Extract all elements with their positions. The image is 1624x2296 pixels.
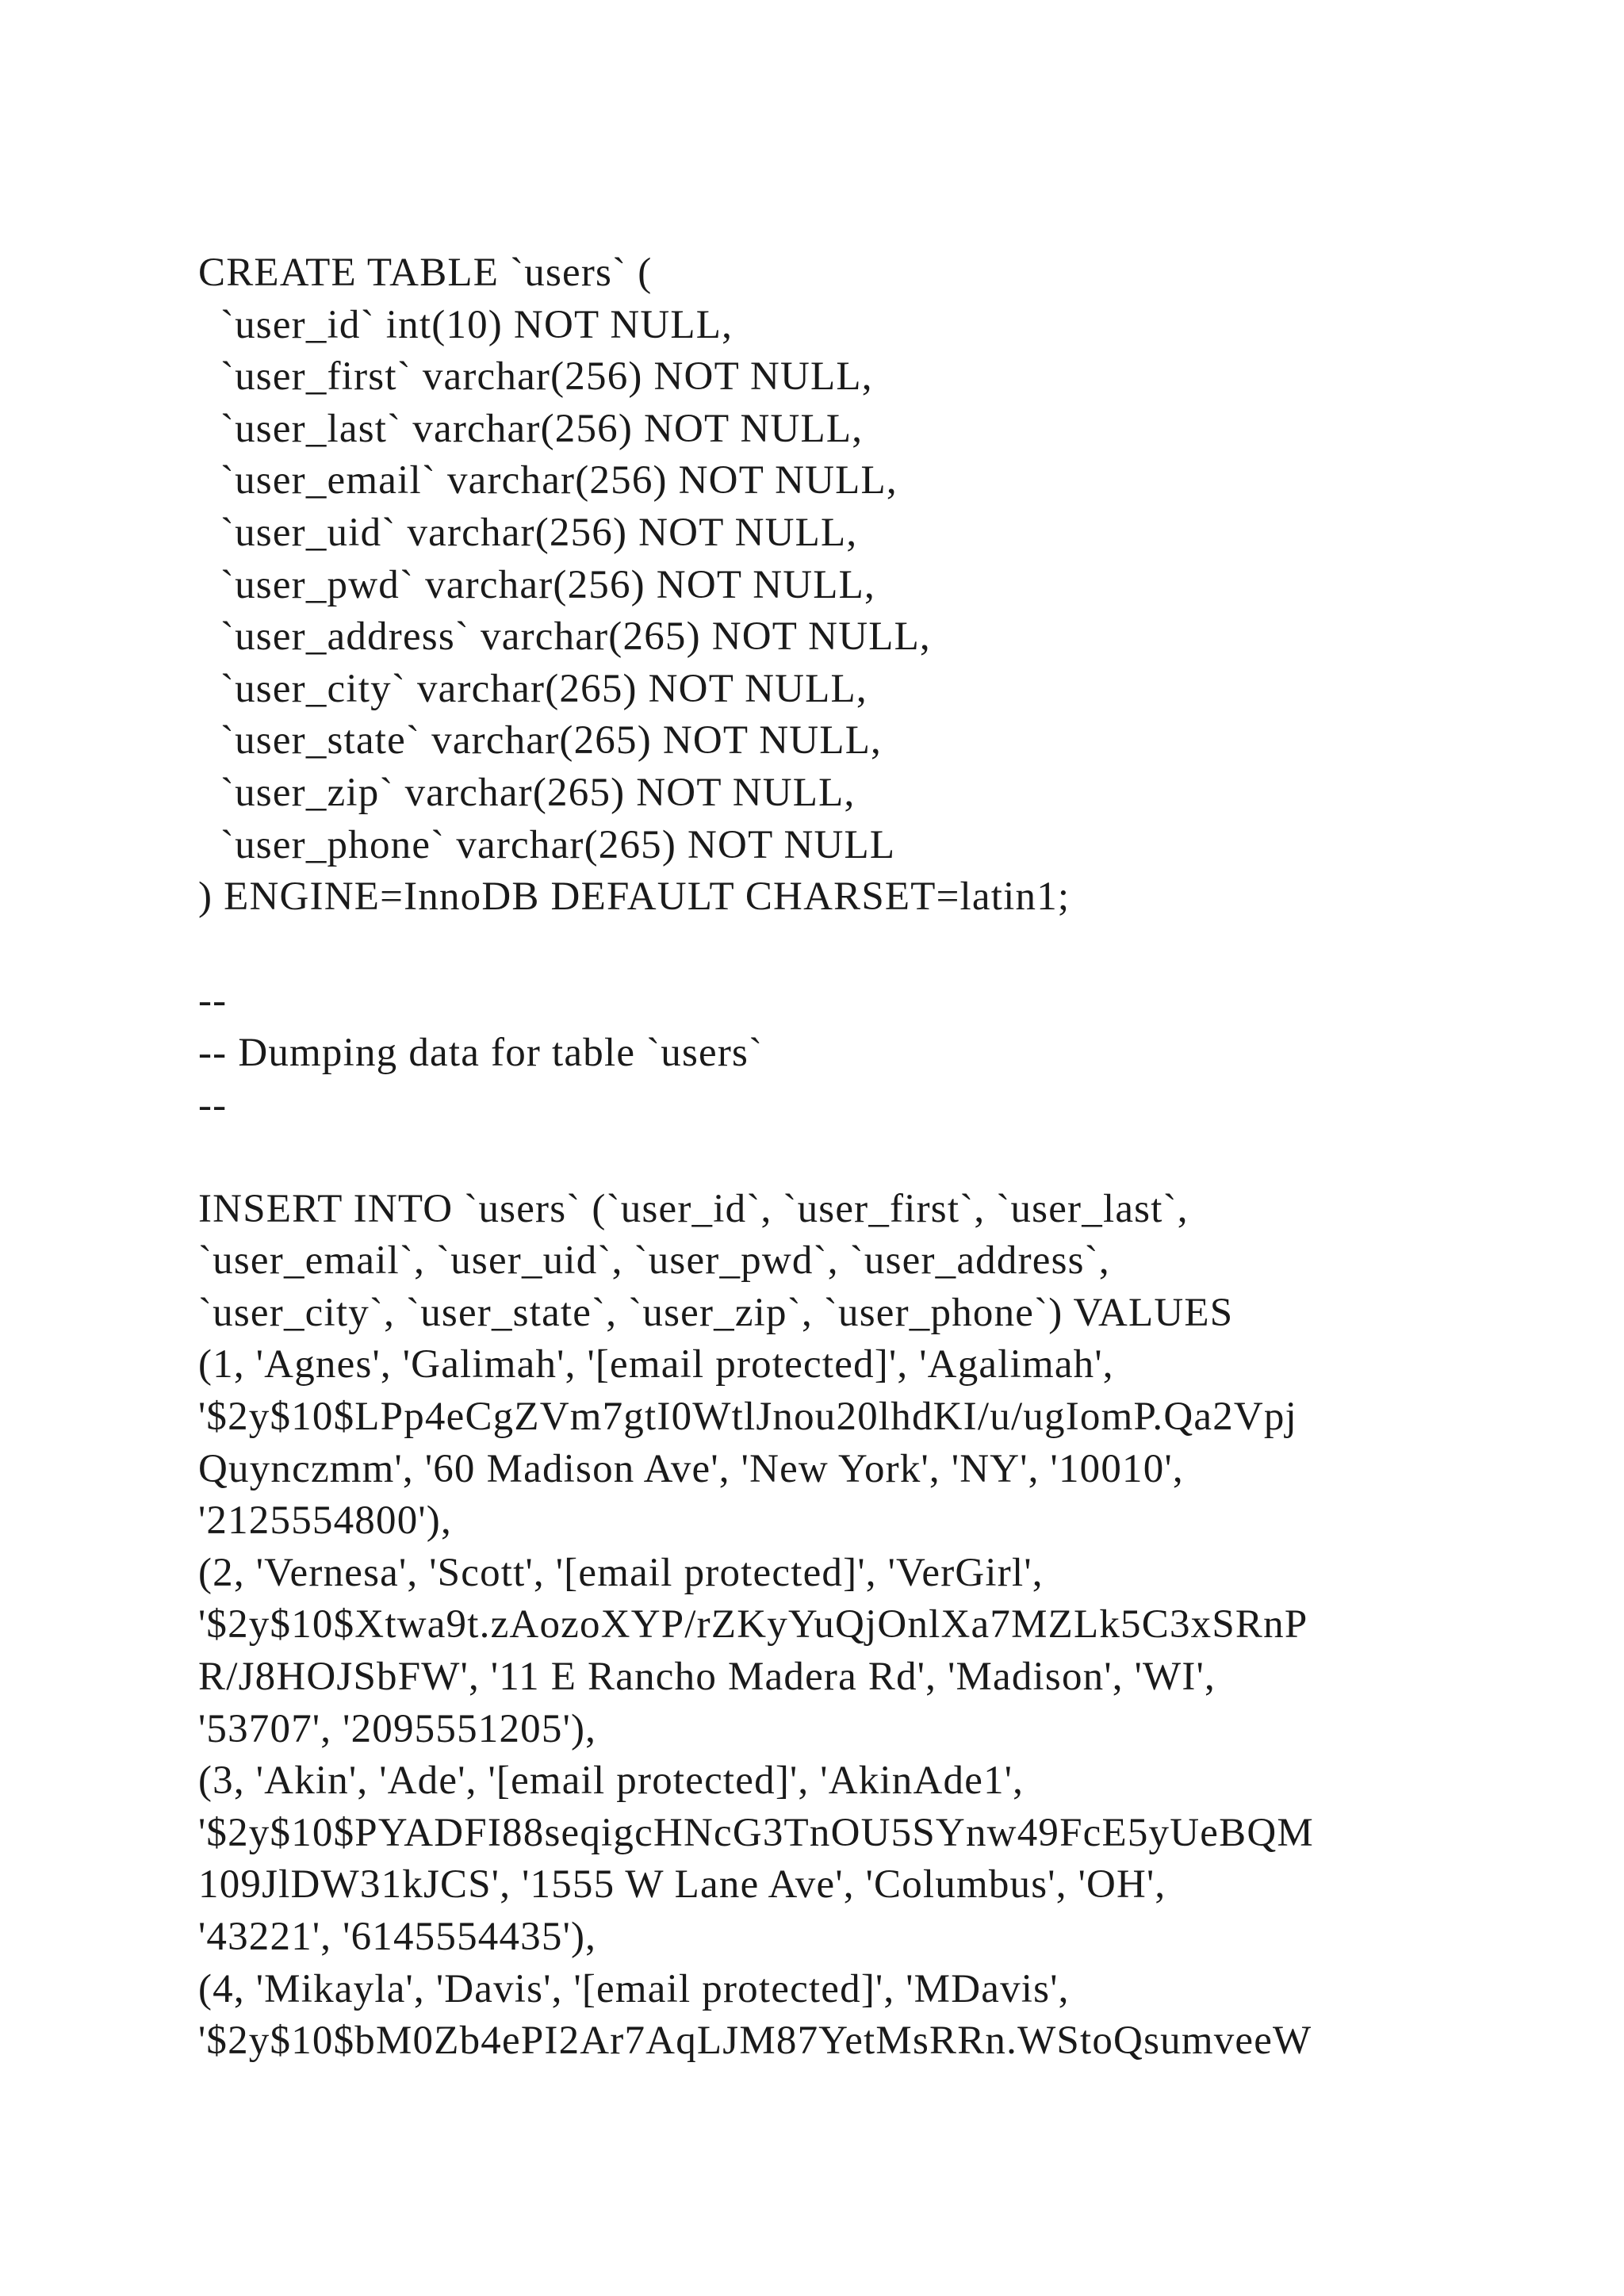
text-line: `user_address` varchar(265) NOT NULL,: [198, 614, 931, 660]
text-line: `user_id` int(10) NOT NULL,: [198, 302, 733, 347]
blank-line: [198, 924, 1435, 976]
blank-line: [198, 1131, 1435, 1184]
text-line: `user_email`, `user_uid`, `user_pwd`, `user_address`,: [198, 1238, 1110, 1284]
text-line: ) ENGINE=InnoDB DEFAULT CHARSET=latin1;: [198, 874, 1071, 920]
text-line: `user_city` varchar(265) NOT NULL,: [198, 666, 868, 711]
text-line: '$2y$10$bM0Zb4ePI2Ar7AqLJM87YetMsRRn.WStoQsumveeW: [198, 2019, 1312, 2064]
text-line: 109JlDW31kJCS', '1555 W Lane Ave', 'Columbus', 'OH',: [198, 1862, 1166, 1908]
text-line: `user_last` varchar(256) NOT NULL,: [198, 406, 864, 451]
sql-dump-text: [198, 247, 1435, 2068]
text-line: `user_phone` varchar(265) NOT NULL: [198, 822, 896, 867]
text-line: (1, 'Agnes', 'Galimah', '[email protected]', 'Agalimah',: [198, 1342, 1114, 1387]
text-line: CREATE TABLE `users` (: [198, 251, 653, 295]
text-line: '53707', '2095551205'),: [198, 1706, 597, 1751]
text-line: INSERT INTO `users` (`user_id`, `user_first`, `user_last`,: [198, 1186, 1189, 1231]
text-line: `user_first` varchar(256) NOT NULL,: [198, 354, 873, 400]
text-line: --: [198, 1082, 228, 1127]
text-line: R/J8HOJSbFW', '11 E Rancho Madera Rd', 'Madison', 'WI',: [198, 1655, 1216, 1700]
text-line: '43221', '6145554435'),: [198, 1915, 597, 1959]
text-line: `user_state` varchar(265) NOT NULL,: [198, 718, 882, 763]
text-line: --: [198, 978, 228, 1024]
text-line: (2, 'Vernesa', 'Scott', '[email protected]', 'VerGirl',: [198, 1550, 1044, 1595]
text-line: '$2y$10$PYADFI88seqigcHNcG3TnOU5SYnw49FcE5yUeBQM: [198, 1810, 1314, 1855]
text-line: '$2y$10$Xtwa9t.zAozoXYP/rZKyYuQjOnlXa7MZLk5C3xSRnP: [198, 1602, 1308, 1647]
text-line: -- Dumping data for table `users`: [198, 1030, 764, 1075]
text-line: `user_city`, `user_state`, `user_zip`, `user_phone`) VALUES: [198, 1290, 1234, 1335]
text-line: Quynczmm', '60 Madison Ave', 'New York', 'NY', '10010',: [198, 1446, 1184, 1491]
text-line: (3, 'Akin', 'Ade', '[email protected]', 'AkinAde1',: [198, 1758, 1025, 1804]
text-line: `user_uid` varchar(256) NOT NULL,: [198, 510, 858, 555]
text-line: (4, 'Mikayla', 'Davis', '[email protected]', 'MDavis',: [198, 1966, 1070, 2011]
text-line: `user_email` varchar(256) NOT NULL,: [198, 458, 898, 503]
text-line: '2125554800'),: [198, 1498, 452, 1544]
text-line: `user_zip` varchar(265) NOT NULL,: [198, 770, 856, 815]
text-line: `user_pwd` varchar(256) NOT NULL,: [198, 562, 875, 607]
text-line: '$2y$10$LPp4eCgZVm7gtI0WtlJnou20lhdKI/u/ugIomP.Qa2Vpj: [198, 1395, 1297, 1440]
